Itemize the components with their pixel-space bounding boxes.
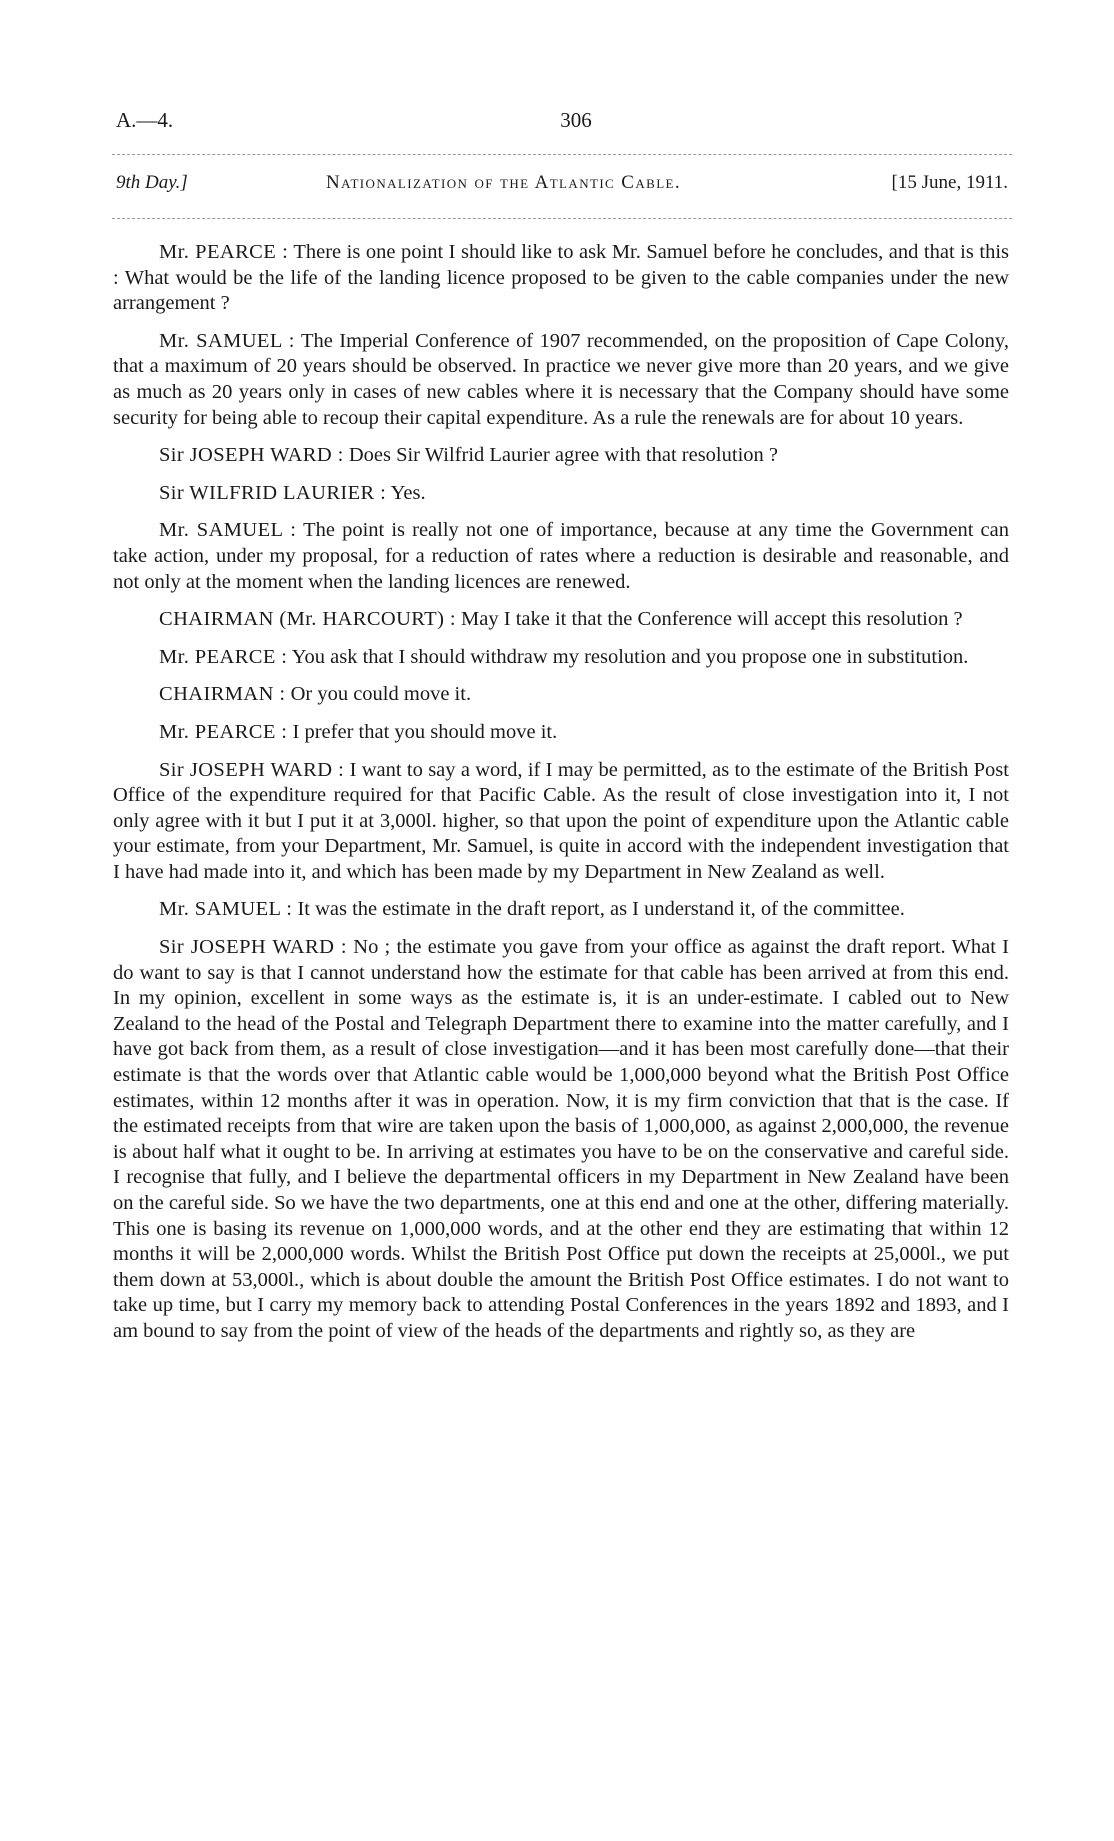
transcript-body xyxy=(113,240,1009,1357)
paragraph xyxy=(113,443,1009,469)
paragraph xyxy=(113,329,1009,431)
running-head xyxy=(116,172,1016,202)
paragraph-text: You ask that I should withdraw my resolution and you propose one in substitution. xyxy=(291,645,969,668)
paragraph xyxy=(113,682,1009,708)
speaker-name: Mr. PEARCE : xyxy=(159,720,288,743)
speaker-name: Mr. PEARCE : xyxy=(159,241,289,263)
header-rule-top xyxy=(112,154,1012,155)
paragraph-text: The point is really not one of importance, because at any time the Government can take action, under my proposal, for a reduction of rates where a reduction is desirable and reasonable, and not only at the moment when the landing licences are renewed. xyxy=(113,519,1009,593)
paragraph xyxy=(113,720,1009,746)
running-head-day: 9th Day.] xyxy=(116,172,188,193)
paragraph xyxy=(113,607,1009,633)
paragraph xyxy=(113,935,1009,1345)
paragraph-text: I prefer that you should move it. xyxy=(292,720,558,743)
paragraph-text: It was the estimate in the draft report, as I understand it, of the committee. xyxy=(297,898,905,921)
speaker-name: CHAIRMAN (Mr. HARCOURT) : xyxy=(159,608,456,631)
paragraph-text: I want to say a word, if I may be permitted, as to the estimate of the British Post Office of the expenditure required for that Pacific Cable. As the result of close investigation into it, I not only agree with it but I put it at 3,000l. higher, so that upon the point of expenditure upon the Atlantic cable your estimate, from your Department, Mr. Samuel, is quite in accord with the independent investigation that I have had made into it, and which has been made by my Department in New Zealand as well. xyxy=(113,758,1009,883)
paragraph xyxy=(113,645,1009,671)
speaker-name: CHAIRMAN : xyxy=(159,683,286,706)
paragraph-text: Does Sir Wilfrid Laurier agree with that resolution ? xyxy=(348,444,778,467)
paragraph-text: May I take it that the Conference will accept this resolution ? xyxy=(461,608,963,631)
paragraph xyxy=(113,481,1009,507)
speaker-name: Sir JOSEPH WARD : xyxy=(159,758,345,781)
paragraph-text: The Imperial Conference of 1907 recommended, on the proposition of Cape Colony, that a maximum of 20 years should be observed. In practice we never give more than 20 years, and we give as much as 20 years only in cases of new cables where it is necessary that the Company should have some security for being able to recoup their capital expenditure. As a rule the renewals are for about 10 years. xyxy=(113,329,1009,429)
running-head-title: Nationalization of the Atlantic Cable. xyxy=(326,172,682,193)
paragraph-text: Or you could move it. xyxy=(290,683,472,706)
speaker-name: Sir JOSEPH WARD : xyxy=(159,936,348,959)
speaker-name: Mr. SAMUEL : xyxy=(159,898,293,921)
paragraph xyxy=(113,897,1009,923)
page-number: 306 xyxy=(560,108,592,132)
speaker-name: Sir JOSEPH WARD : xyxy=(159,444,344,467)
paragraph xyxy=(113,758,1009,886)
paragraph xyxy=(113,240,1009,317)
speaker-name: Mr. SAMUEL : xyxy=(159,519,297,542)
paragraph-text: There is one point I should like to ask Mr. Samuel before he concludes, and that is this : What would be the life of the landing licence proposed to be given to the cable companies under the new arrangement ? xyxy=(113,241,1009,315)
speaker-name: Mr. PEARCE : xyxy=(159,645,288,668)
speaker-name: Mr. SAMUEL : xyxy=(159,329,295,352)
document-reference: A.—4. xyxy=(116,108,174,132)
running-head-date: [15 June, 1911. xyxy=(891,172,1008,193)
page-header xyxy=(116,108,1008,138)
paragraph-text: Yes. xyxy=(390,481,426,504)
paragraph-text: No ; the estimate you gave from your office as against the draft report. What I do want to say is that I cannot understand how the estimate for that cable has been arrived at from this end. In my opinion, excellent in some ways as the estimate is, it is an under-estimate. I cabled out to New Zealand to the head of the Postal and Telegraph Department there to examine into the matter carefully, and I have got back from them, as a result of close investigation—and it has been most carefully done—that their estimate is that the words over that Atlantic cable would be 1,000,000 beyond what the British Post Office estimates, within 12 months after it was in operation. Now, it is my firm conviction that that is the case. If the estimated receipts from that wire are taken upon the basis of 1,000,000, as against 2,000,000, the revenue is about half what it ought to be. In arriving at estimates you have to be on the conservative and careful side. I recognise that fully, and I believe the departmental officers in my Department in New Zealand have been on the careful side. So we have the two departments, one at this end and one at the other, differing materially. This one is basing its revenue on 1,000,000 words, and at the other end they are estimating that within 12 months it will be 2,000,000 words. Whilst the British Post Office put down the receipts at 25,000l., we put them down at 53,000l., which is about double the amount the British Post Office estimates. I do not want to take up time, but I carry my memory back to attending Postal Conferences in the years 1892 and 1893, and I am bound to say from the point of view of the heads of the departments and rightly so, as they are xyxy=(113,936,1009,1342)
header-rule-bottom xyxy=(112,218,1012,219)
paragraph xyxy=(113,518,1009,595)
speaker-name: Sir WILFRID LAURIER : xyxy=(159,481,387,504)
